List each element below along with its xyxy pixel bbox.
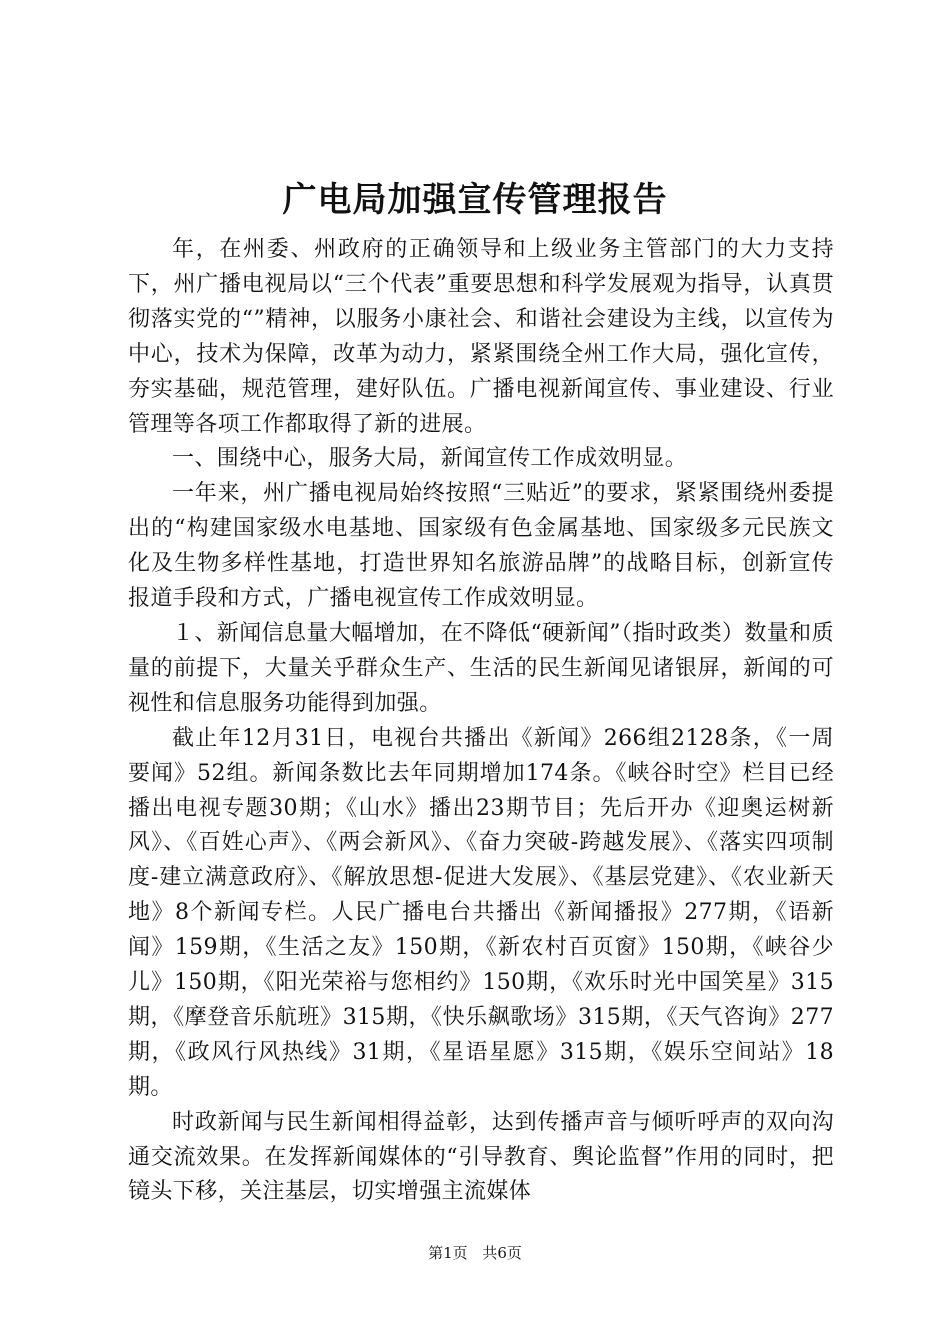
paragraph-section-1: 一年来，州广播电视局始终按照“三贴近”的要求，紧紧围绕州委提出的“构建国家级水电基地、国家级有色金属基地、国家级多元民族文化及生物多样性基地，打造世界知名旅游品牌”的战略目标，创新宣传报道手段和方式，广播电视宣传工作成效明显。 (128, 481, 834, 612)
paragraph-item-1: １、新闻信息量大幅增加，在不降低“硬新闻”（指时政类）数量和质量的前提下，大量关乎群众生产、生活的民生新闻见诸银屏，新闻的可视性和信息服务功能得到加强。 (128, 620, 834, 716)
document-title: 广电局加强宣传管理报告 (282, 180, 668, 220)
paragraph-statistics: 截止年12月31日，电视台共播出《新闻》266组2128条，《一周要闻》52组。新闻条数比去年同期增加174条。《峡谷时空》栏目已经播出电视专题30期；《山水》播出23期节目；先后开办《迎奥运树新风》、《百姓心声》、《两会新风》、《奋力突破-跨越发展》、《落实四项制度-建立满意政府》、《解放思想-促进大发展》、《基层党建》、《农业新天地》8个新闻专栏。人民广播电台共播出《新闻播报》277期，《语新闻》159期，《生活之友》150期，《新农村百页窗》150期，《峡谷少儿》150期，《阳光荣裕与您相约》150期，《欢乐时光中国笑星》315期，《摩登音乐航班》315期，《快乐飙歌场》315期，《天气咨询》277期，《政风行风热线》31期，《星语星愿》315期，《娱乐空间站》18期。 (128, 725, 834, 1100)
page-total: 共6页 (482, 1244, 522, 1262)
section-heading-1: 一、围绕中心，服务大局，新闻宣传工作成效明显。 (172, 446, 688, 472)
page-number: 第1页 (428, 1244, 468, 1262)
paragraph-intro: 年，在州委、州政府的正确领导和上级业务主管部门的大力支持下，州广播电视局以“三个代表”重要思想和科学发展观为指导，认真贯彻落实党的“”精神，以服务小康社会、和谐社会建设为主线，以宣传为中心，技术为保障，改革为动力，紧紧围绕全州工作大局，强化宣传，夯实基础，规范管理，建好队伍。广播电视新闻宣传、事业建设、行业管理等各项工作都取得了新的进展。 (128, 237, 834, 437)
page-footer (0, 1243, 950, 1263)
document-body (128, 233, 834, 1210)
paragraph-news-effect: 时政新闻与民生新闻相得益彰，达到传播声音与倾听呼声的双向沟通交流效果。在发挥新闻媒体的“引导教育、舆论监督”作用的同时，把镜头下移，关注基层，切实增强主流媒体 (128, 1109, 834, 1205)
